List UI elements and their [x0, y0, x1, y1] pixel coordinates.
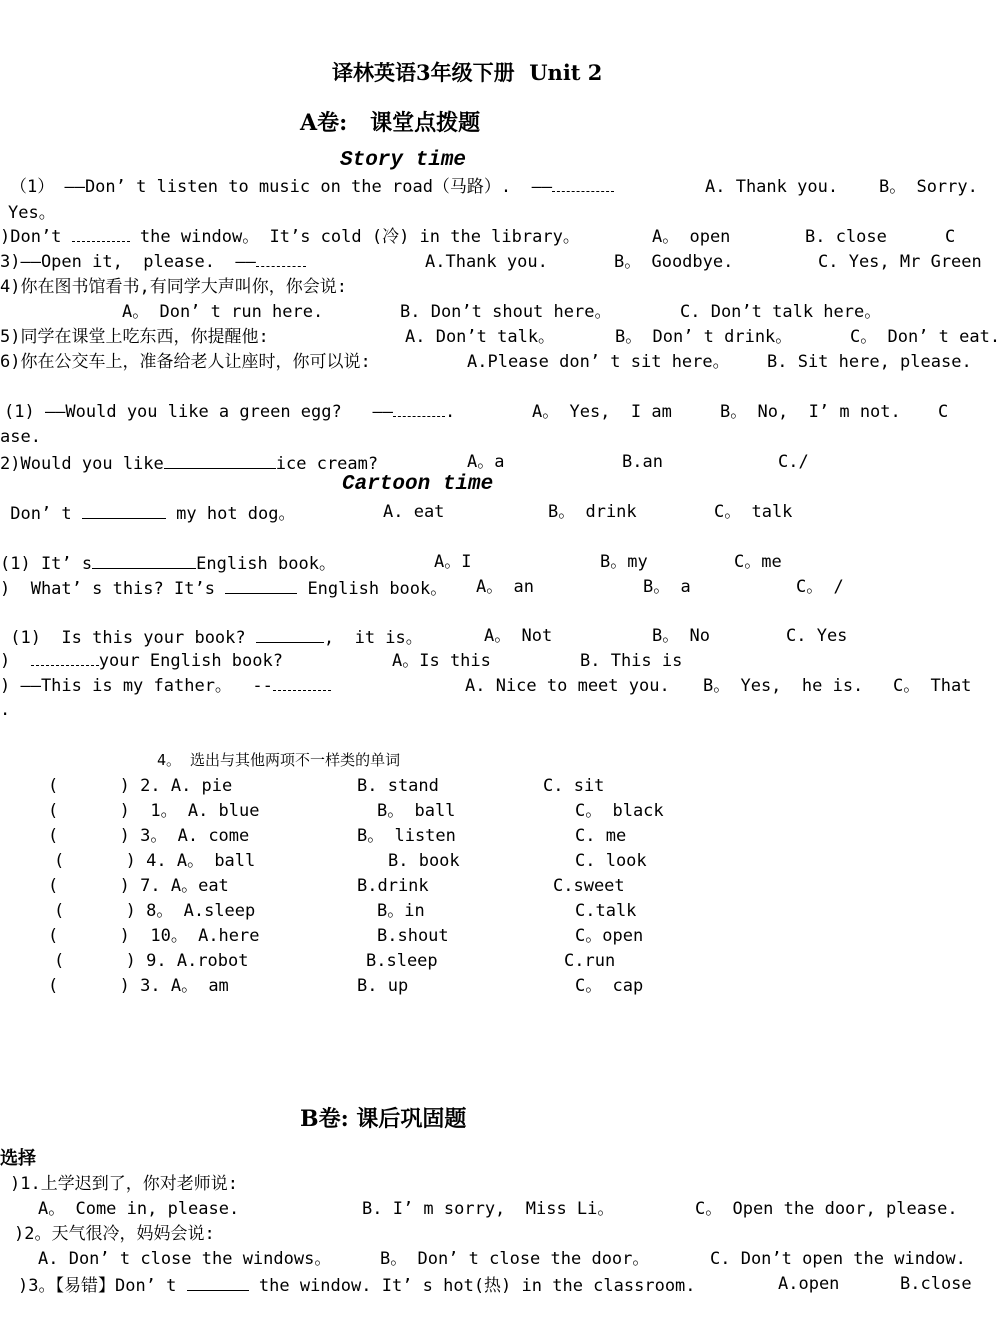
odd-one-out-title: 4。 选出与其他两项不一样类的单词 [157, 751, 401, 769]
q-my-father: ) ——This is my father。 -- [0, 675, 331, 697]
q-hot-dog: Don’ t my hot dog。 [0, 501, 296, 525]
q-green-egg-opt-a: A。 Yes, I am [532, 402, 672, 422]
q-hot-dog-opt-b: B。 drink [548, 502, 637, 522]
b-q2: )2。天气很冷，妈妈会说: [14, 1224, 215, 1244]
odd-row-c: C。 cap [575, 976, 644, 996]
q-window-opt-c: C [945, 227, 956, 247]
odd-row: ( ) 3. A。 am [48, 976, 229, 996]
odd-row: ( ) 3。 A. come [48, 826, 250, 846]
odd-row-c: C. sit [543, 776, 605, 796]
q-green-egg-opt-c: C [938, 402, 949, 422]
q-english-book-1-opt-b: B。my [600, 552, 648, 572]
odd-row-b: B.shout [377, 926, 449, 946]
b-q3-opt-a: A.open [778, 1274, 840, 1294]
q-listen-music: （1） ——Don’ t listen to music on the road（马路）. —— [10, 176, 614, 198]
odd-row-c: C.talk [575, 901, 637, 921]
q-library-opt-b: B. Don’t shout here。 [400, 302, 612, 322]
q-window-opt-a: A。 open [652, 227, 731, 247]
q-my-father-opt-a: A. Nice to meet you. [465, 676, 670, 696]
q-your-book-opt-a: A。 Not [484, 626, 553, 646]
q-eating-opt-a: A. Don’t talk。 [405, 327, 556, 347]
page-title: 译林英语3年级下册 Unit 2 [332, 60, 603, 85]
b-q2-opt-a: A. Don’ t close the windows。 [38, 1249, 332, 1269]
odd-row-b: B. up [357, 976, 409, 996]
q-green-egg: (1) ——Would you like a green egg? —— . [4, 402, 456, 422]
q-open-it: 3)——Open it, please. —— [0, 251, 306, 273]
q-your-english-book: ) your English book? [0, 651, 283, 671]
q-your-english-book-opt-b: B. This is [580, 651, 683, 671]
odd-row: ( ) 4. A。 ball [54, 851, 256, 871]
q-library: 4)你在图书馆看书,有同学大声叫你，你会说: [0, 277, 347, 297]
odd-row-c: C.sweet [553, 876, 625, 896]
q-your-book-opt-b: B。 No [652, 626, 710, 646]
q-your-book: (1) Is this your book? , it is。 [0, 625, 423, 649]
odd-row-b: B。 listen [357, 826, 456, 846]
b-q1-opt-b: B. I’ m sorry, Miss Li。 [362, 1199, 615, 1219]
odd-row: ( ) 8。 A.sleep [54, 901, 256, 921]
choose-heading: 选择 [0, 1148, 36, 1169]
q-open-it-opt-a: A.Thank you. [425, 252, 548, 272]
section-a-heading: A卷: 课堂点拨题 [300, 110, 481, 136]
cartoon-time-heading: Cartoon time [342, 473, 494, 496]
q-english-book-1-opt-c: C。me [734, 552, 782, 572]
q-your-book-opt-c: C. Yes [786, 626, 848, 646]
q-open-it-opt-b: B。 Goodbye. [614, 252, 734, 272]
odd-row-b: B. stand [357, 776, 439, 796]
q-english-book-2-opt-c: C。 / [796, 577, 844, 597]
q-window-opt-b: B. close [805, 227, 887, 247]
odd-row: ( ) 1。 A. blue [48, 801, 260, 821]
q-your-english-book-opt-a: A。Is this [392, 651, 491, 671]
q-library-opt-a: A。 Don’ t run here. [122, 302, 324, 322]
odd-row-b: B。in [377, 901, 425, 921]
q-english-book-2: ) What’ s this? It’s English book。 [0, 576, 447, 600]
q-ice-cream: 2)Would you like ice cream? [0, 451, 378, 475]
story-time-heading: Story time [340, 149, 467, 172]
q-eating-opt-c: C。 Don’ t eat. [850, 327, 1000, 347]
odd-row-b: B.drink [357, 876, 429, 896]
odd-row-c: C. me [575, 826, 627, 846]
q-eating: 5)同学在课堂上吃东西，你提醒他: [0, 327, 269, 347]
odd-row-b: B.sleep [366, 951, 438, 971]
odd-row-c: C。 black [575, 801, 664, 821]
odd-row-c: C. look [575, 851, 647, 871]
q-hot-dog-opt-c: C。 talk [714, 502, 793, 522]
q-ice-cream-opt-a: A。a [467, 452, 505, 472]
q-listen-music-cont: Yes。 [8, 203, 56, 223]
q-ice-cream-opt-c: C./ [778, 452, 809, 472]
q-my-father-cont: . [0, 700, 11, 720]
b-q1-opt-a: A。 Come in, please. [38, 1199, 240, 1219]
b-q2-opt-b: B。 Don’ t close the door。 [380, 1249, 650, 1269]
odd-row: ( ) 9. A.robot [54, 951, 249, 971]
q-listen-music-options: A. Thank you. B。 Sorry. [705, 177, 978, 197]
odd-row: ( ) 7. A。eat [48, 876, 229, 896]
q-english-book-1: (1) It’ s English book。 [0, 551, 336, 575]
b-q3: )3。【易错】Don’ t the window. It’ s hot(热) in the classroom. [18, 1273, 696, 1297]
b-q1-opt-c: C。 Open the door, please. [695, 1199, 958, 1219]
odd-row-c: C.run [564, 951, 616, 971]
q-english-book-1-opt-a: A。I [434, 552, 472, 572]
q-open-it-opt-c: C. Yes, Mr Green [818, 252, 982, 272]
q-bus: 6)你在公交车上，准备给老人让座时，你可以说: [0, 352, 371, 372]
b-q3-opt-b: B.close [900, 1274, 972, 1294]
q-my-father-opt-b: B。 Yes, he is. [703, 676, 864, 696]
q-green-egg-cont: ase. [0, 427, 41, 447]
q-my-father-opt-c: C。 That [893, 676, 972, 696]
b-q1: )1.上学迟到了，你对老师说: [10, 1174, 238, 1194]
q-bus-opt-b: B. Sit here, please. [767, 352, 972, 372]
q-window: )Don’t the window。 It’s cold (冷) in the library。 [0, 227, 580, 247]
q-english-book-2-opt-a: A。 an [476, 577, 534, 597]
odd-row-c: C。open [575, 926, 644, 946]
q-green-egg-opt-b: B。 No, I’ m not. [720, 402, 901, 422]
odd-row: ( ) 10。 A.here [48, 926, 260, 946]
odd-row-b: B。 ball [377, 801, 456, 821]
q-library-opt-c: C. Don’t talk here。 [680, 302, 882, 322]
q-eating-opt-b: B。 Don’ t drink。 [615, 327, 793, 347]
section-b-heading: B卷: 课后巩固题 [300, 1106, 467, 1132]
q-bus-opt-a: A.Please don’ t sit here。 [467, 352, 730, 372]
q-hot-dog-opt-a: A. eat [383, 502, 445, 522]
q-english-book-2-opt-b: B。 a [643, 577, 691, 597]
odd-row: ( ) 2. A. pie [48, 776, 233, 796]
b-q2-opt-c: C. Don’t open the window. [710, 1249, 966, 1269]
q-ice-cream-opt-b: B.an [622, 452, 663, 472]
odd-row-b: B. book [388, 851, 460, 871]
